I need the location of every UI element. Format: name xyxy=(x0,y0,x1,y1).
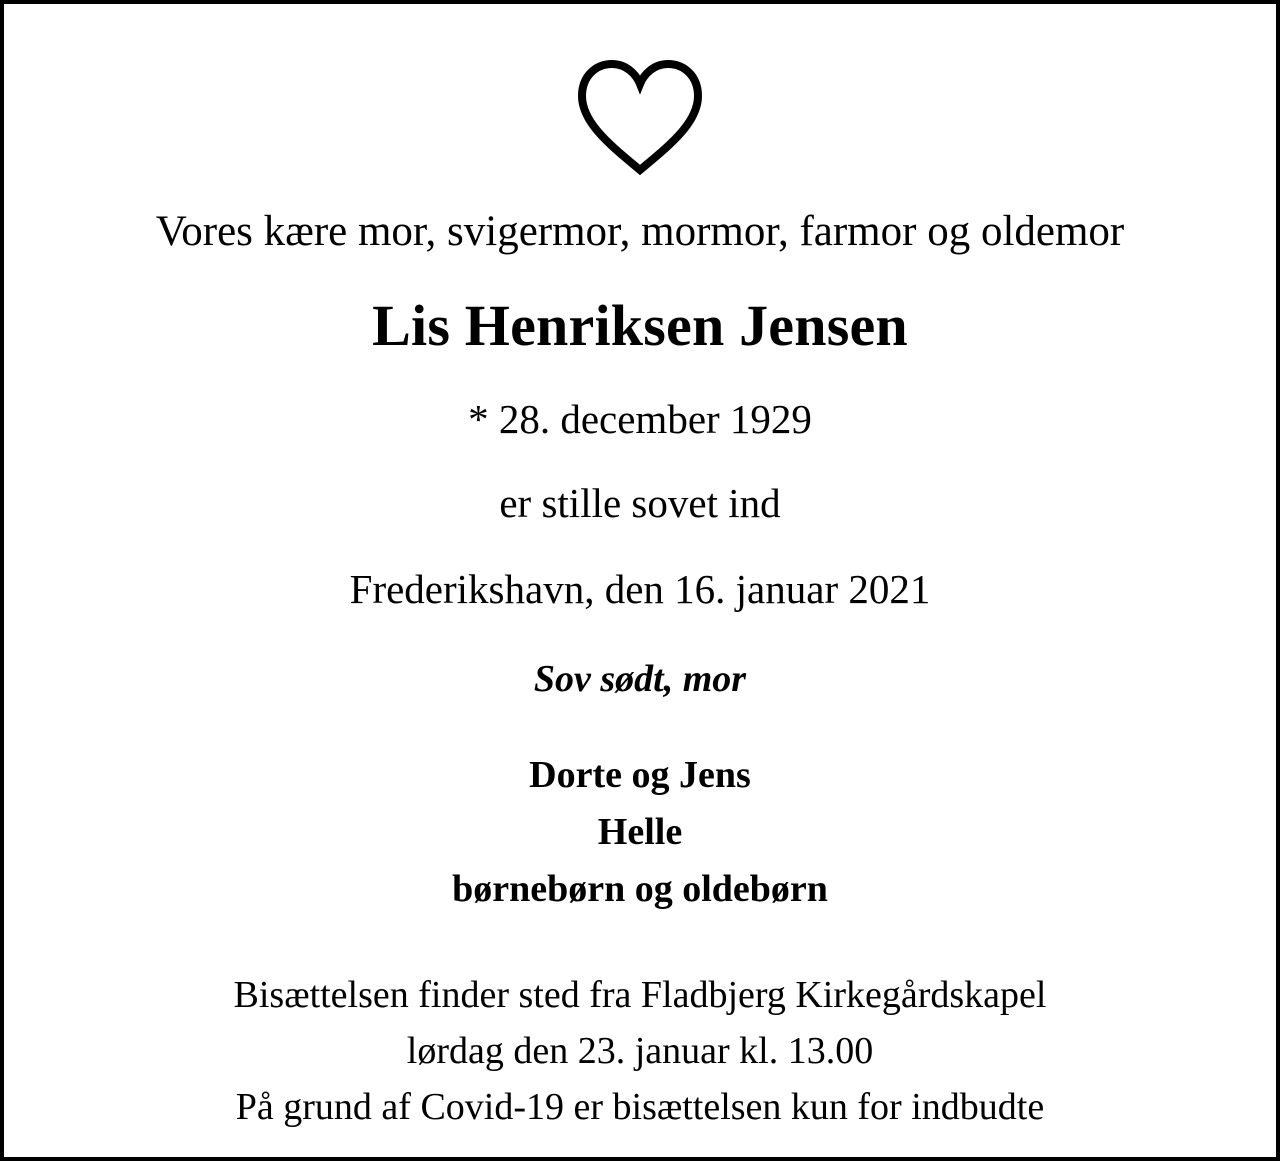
place-and-date: Frederikshavn, den 16. januar 2021 xyxy=(349,566,931,613)
heart-icon-wrapper xyxy=(570,56,710,176)
farewell-line: Sov sødt, mor xyxy=(533,658,747,701)
deceased-name: Lis Henriksen Jensen xyxy=(372,293,908,359)
survivors-list xyxy=(452,747,828,918)
ceremony-line: På grund af Covid-19 er bisættelsen kun for indbudte xyxy=(235,1085,1045,1128)
birth-date: * 28. december 1929 xyxy=(468,396,812,443)
ceremony-details xyxy=(234,968,1047,1136)
survivor-line: Dorte og Jens xyxy=(529,754,751,797)
survivor-line: børnebørn og oldebørn xyxy=(452,868,828,911)
passing-phrase: er stille sovet ind xyxy=(499,480,781,527)
relation-line: Vores kære mor, svigermor, mormor, farmor og oldemor xyxy=(155,208,1125,255)
heart-icon xyxy=(570,56,710,176)
ceremony-line: lørdag den 23. januar kl. 13.00 xyxy=(406,1030,874,1073)
survivor-line: Helle xyxy=(597,811,683,854)
ceremony-line: Bisættelsen finder sted fra Fladbjerg Kirkegårdskapel xyxy=(233,974,1047,1017)
